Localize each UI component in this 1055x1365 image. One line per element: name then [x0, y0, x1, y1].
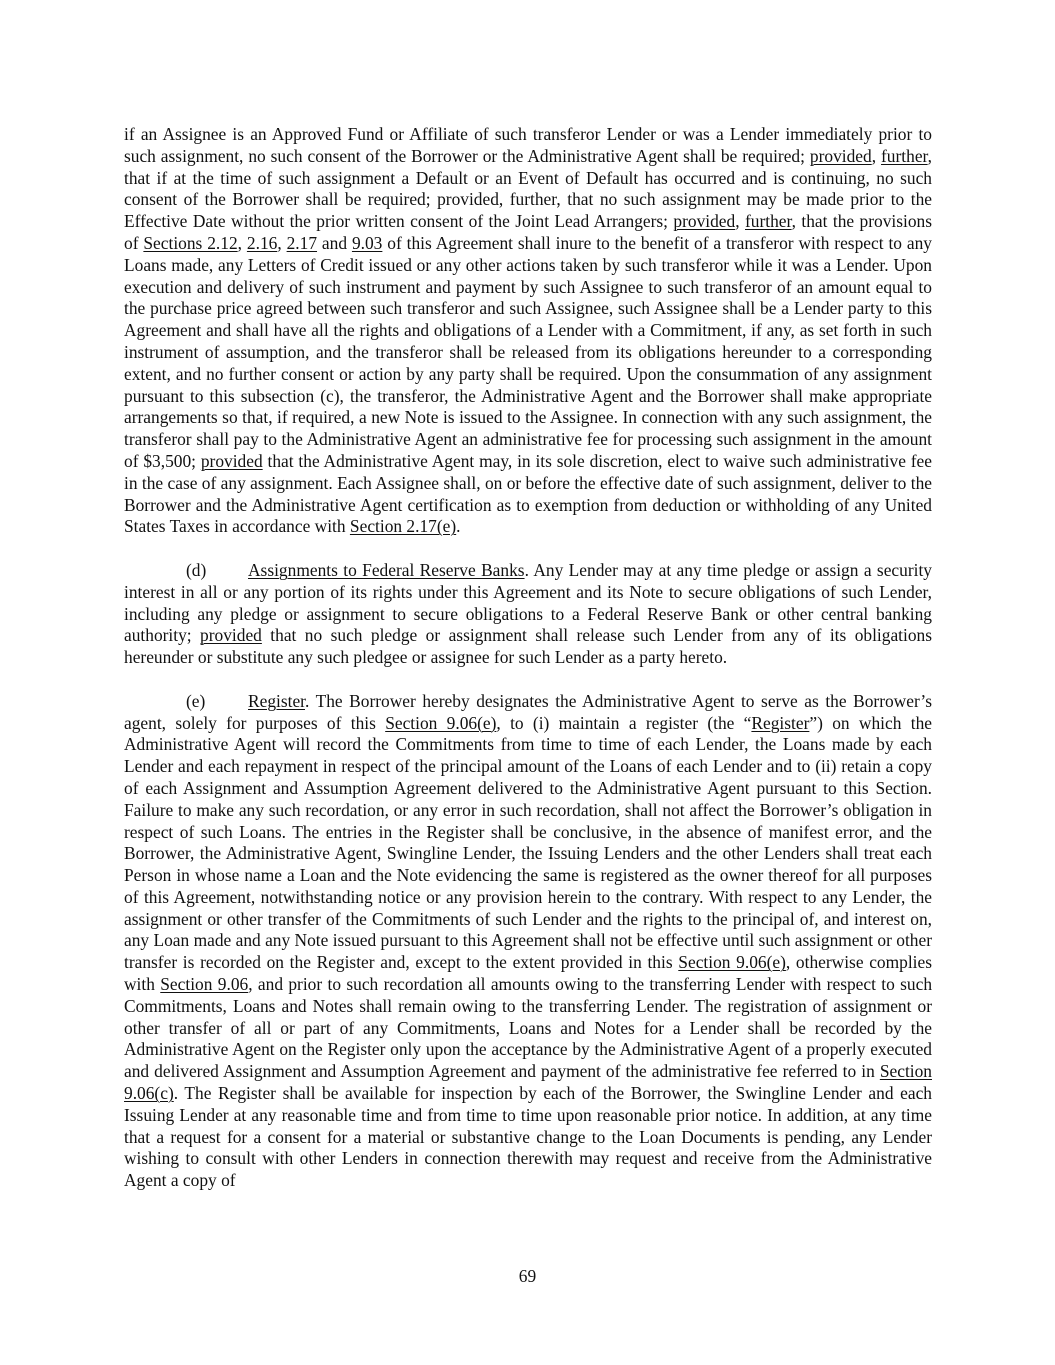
section-reference: 2.16 — [246, 232, 278, 253]
document-body — [124, 124, 932, 1214]
text-run: that no such pledge or assignment shall release such Lender from any of its obligations hereunder or substitute any such pledgee or assignee for such Lender as a party hereto. — [124, 625, 932, 668]
text-run: , that the provisions of — [124, 211, 932, 253]
text-run: , to (i) maintain a register (the “ — [496, 712, 752, 733]
text-run: , and prior to such recordation all amounts owing to the transferring Lender with respect to such Commitments, Loans and Notes shall remain owing to the transferring Lender. The registration of assignment or other transfer of all or part of any Commitments, Loans and Notes for a Lender shall be recorded by the Administrative Agent on the Register only upon the acceptance by the Administrative Agent of a properly executed and delivered Assignment and Assumption Agreement and payment of the administrative fee referred to in — [124, 974, 933, 1082]
section-reference: 9.03 — [351, 232, 383, 253]
paragraph-d — [124, 560, 932, 669]
text-run: if an Assignee is an Approved Fund or Affiliate of such transferor Lender or was a Lender immediately prior to such assignment, no such consent of the Borrower or the Administrative Agent shall be required; — [124, 124, 932, 166]
paragraph-heading: Assignments to Federal Reserve Banks — [248, 559, 525, 580]
provided-term: provided — [809, 145, 872, 166]
section-reference: Section 9.06(c) — [124, 1061, 932, 1104]
text-run: , otherwise complies with — [124, 952, 933, 995]
text-run: , — [735, 211, 745, 232]
provided-term: provided — [200, 625, 262, 646]
text-run: . — [456, 516, 461, 537]
section-reference: Section 9.06 — [160, 974, 249, 995]
paragraph-e — [124, 691, 932, 1192]
section-reference: Sections 2.12 — [143, 232, 238, 253]
text-run: and — [317, 232, 352, 253]
text-run: ”) on which the Administrative Agent will record the Commitments from time to time of each Lender, the Loans made by each Lender and each repayment in respect of the principal amount of the Loans of each Lender and to (ii) retain a copy of each Assignment and Assumption Agreement delivered to the Administrative Agent pursuant to this Section. Failure to make any such recordation, or any error in such recordation, shall not affect the Borrower’s obligation in respect of such Loans. The entries in the Register shall be conclusive, in the absence of manifest error, and the Borrower, the Administrative Agent, Swingline Lender, the Issuing Lenders and the other Lenders shall treat each Person in whose name a Loan and the Note evidencing the same is registered as the owner thereof for all purposes of this Agreement, notwithstanding notice or any provision herein to the contrary. With respect to any Lender, the assignment or other transfer of the Commitments of such Lender and the rights to the principal of, and interest on, any Loan made and any Note issued pursuant to this Agreement shall not be effective until such assignment or other transfer is recorded on the Register and, except to the extent provided in this — [124, 712, 932, 973]
text-run: . The Register shall be available for inspection by each of the Borrower, the Swingline Lender and each Issuing Lender at any reasonable time and from time to time upon reasonable prior notice. In addition, at any time that a request for a consent for a material or substantive change to the Loan Documents is pending, any Lender wishing to consult with other Lenders in connection therewith may request and receive from the Administrative Agent a copy of — [124, 1083, 932, 1191]
section-reference: Section 2.17(e) — [349, 516, 457, 537]
paragraph-c-continued — [124, 124, 932, 538]
page-number: 69 — [518, 1266, 537, 1286]
text-run: , — [871, 145, 882, 166]
text-run: . The Borrower hereby designates the Administrative Agent to serve as the Borrower’s agent, solely for purposes of this — [124, 690, 932, 733]
section-reference: Section 9.06(e) — [678, 952, 786, 973]
paragraph-label: (e) — [186, 690, 206, 711]
provided-term: provided — [673, 211, 736, 232]
further-term: further — [745, 211, 792, 232]
text-run: that the Administrative Agent may, in its sole discretion, elect to waive such administrative fee in the case of any assignment. Each Assignee shall, on or before the effective date of such assignment, deliver to the Borrower and the Administrative Agent certification as to exemption from deduction or withholding of any United States Taxes in accordance with — [124, 450, 932, 537]
section-reference: Section 9.06(e) — [385, 712, 497, 733]
paragraph-heading: Register — [248, 690, 305, 711]
defined-term: Register — [751, 712, 810, 733]
section-reference: 2.17 — [286, 232, 318, 253]
paragraph-label: (d) — [186, 559, 207, 580]
text-run: , — [277, 232, 287, 253]
provided-term: provided — [200, 450, 263, 471]
text-run: , — [237, 232, 247, 253]
text-run: of this Agreement shall inure to the benefit of a transferor with respect to any Loans made, any Letters of Credit issued or any other actions taken by such transferor while it was a Lender. Upon execution and delivery of such instrument and payment by such Assignee to such transferor of an amount equal to the purchase price agreed between such transferor and such Assignee, such Assignee shall be a Lender party to this Agreement and shall have all the rights and obligations of a Lender with a Commitment, if any, as set forth in such instrument of assumption, and the transferor shall be released from its obligations hereunder to a corresponding extent, and no further consent or action by any party shall be required. Upon the consummation of any assignment pursuant to this subsection (c), the transferor, the Administrative Agent and the Borrower shall make appropriate arrangements so that, if required, a new Note is issued to the Assignee. In connection with any such assignment, the transferor shall pay to the Administrative Agent an administrative fee for processing such assignment in the amount of $3,500; — [124, 232, 932, 471]
text-run: . Any Lender may at any time pledge or assign a security interest in all or any portion of its rights under this Agreement and its Note to secure obligations of such Lender, including any pledge or assignment to secure obligations to a Federal Reserve Bank or other central banking authority; — [124, 559, 932, 646]
text-run: , that if at the time of such assignment a Default or an Event of Default has occurred and is continuing, no such consent of the Borrower shall be required; provided, further, that no such assignment may be made prior to the Effective Date without the prior written consent of the Joint Lead Arrangers; — [124, 145, 932, 232]
further-term: further — [881, 145, 928, 166]
